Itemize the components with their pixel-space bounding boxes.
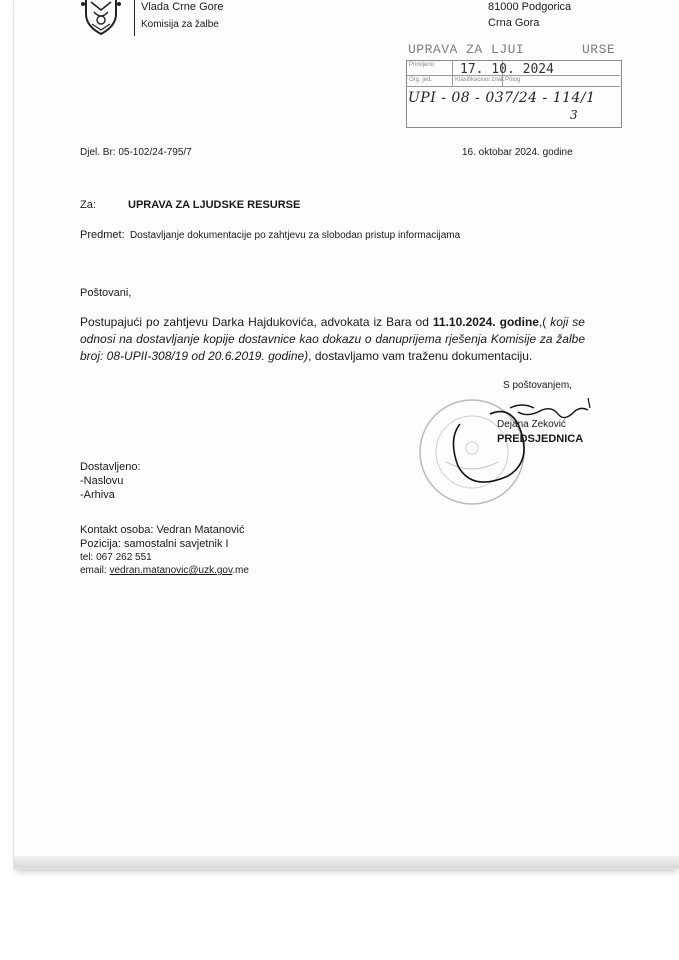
- received-stamp: [406, 42, 622, 128]
- stamp-title-end: URSE: [582, 42, 616, 57]
- subject-label: Predmet:: [80, 229, 125, 241]
- body-text: Postupajući po zahtjevu Darka Hajdukovića, advokata iz Bara od: [80, 315, 433, 329]
- contact-person: Kontakt osoba: Vedran Matanović: [80, 524, 245, 536]
- stamp-rule: [452, 60, 453, 87]
- header-commission: Komisija za žalbe: [141, 19, 219, 30]
- stamp-title: UPRAVA ZA LJUI: [408, 42, 525, 57]
- stamp-label-class: Klasifikacioni znak: [455, 77, 505, 83]
- header-government: Vlada Crne Gore: [141, 1, 224, 13]
- body-text: , dostavljamo vam traženu dokumentaciju.: [308, 349, 533, 363]
- stamp-number: UPI - 08 - 037/24 - 114/1: [408, 90, 596, 106]
- subject-text: Dostavljanje dokumentacije po zahtjevu za slobodan pristup informacijama: [130, 230, 461, 241]
- delivered-label: Dostavljeno:: [80, 461, 141, 473]
- header-city: 81000 Podgorica: [488, 1, 572, 13]
- recipient-label: Za:: [80, 199, 96, 211]
- recipient-name: UPRAVA ZA LJUDSKE RESURSE: [128, 199, 301, 211]
- stamp-label-org: Org. jed.: [409, 77, 433, 83]
- contact-position: Pozicija: samostalni savjetnik I: [80, 538, 229, 550]
- stamp-rule: [406, 86, 620, 87]
- document-date: 16. oktobar 2024. godine: [462, 147, 573, 158]
- signatory-name: Dejana Zeković: [497, 419, 566, 430]
- stamp-date: 17. 10. 2024: [460, 62, 554, 77]
- contact-email: [80, 565, 249, 576]
- body-text: ,(: [538, 315, 551, 329]
- stamp-label-attach: Prilog: [505, 77, 521, 83]
- header-country: Crna Gora: [488, 17, 540, 29]
- body-italic: koji se odnosi na dostavljanje kopije dostavnice kao dokazu o danuprijema rješenja Komisije za žalbe broj: 08-UPII-308/19 od 20.6.2019. godine): [80, 315, 585, 363]
- email-suffix: .me: [232, 565, 249, 576]
- request-date: 11.10.2024. godine: [432, 315, 539, 329]
- contact-phone: tel: 067 262 551: [80, 552, 152, 563]
- delivered-item: -Arhiva: [80, 489, 115, 501]
- letter-body: [80, 314, 585, 365]
- reference-number: Djel. Br: 05-102/24-795/7: [80, 147, 192, 158]
- delivered-item: -Naslovu: [80, 475, 124, 487]
- salutation: Poštovani,: [80, 287, 132, 299]
- closing-phrase: S poštovanjem,: [503, 380, 572, 391]
- stamp-sub-number: 3: [570, 108, 578, 122]
- signatory-title: PREDSJEDNICA: [497, 433, 584, 445]
- email-link[interactable]: vedran.matanovic@uzk.gov: [109, 565, 233, 576]
- coat-of-arms-icon: [80, 0, 122, 36]
- page-bottom-edge: [14, 856, 679, 868]
- header-divider: [134, 0, 135, 36]
- stamp-label-received: Primljeno: [409, 62, 435, 68]
- email-label: email:: [80, 565, 110, 576]
